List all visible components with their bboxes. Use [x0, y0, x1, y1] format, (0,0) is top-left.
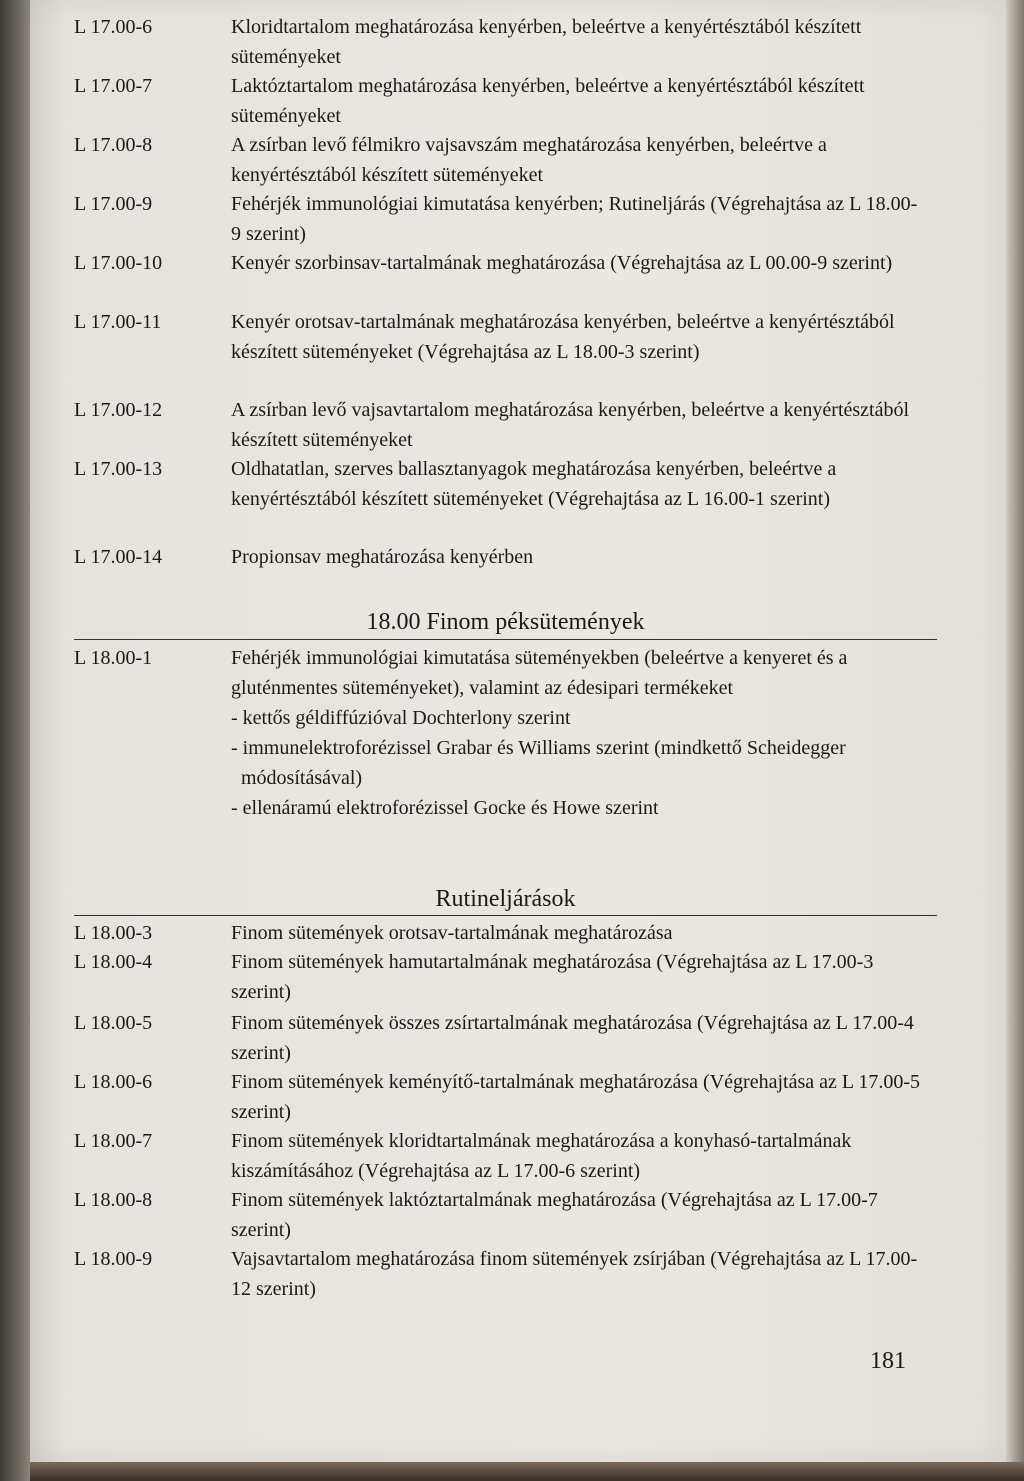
- entry-description: Laktóztartalom meghatározása kenyérben, beleértve a kenyértésztából készített süteményeket: [231, 75, 865, 127]
- entry-code: L 17.00-14: [74, 546, 163, 568]
- entry-description: Propionsav meghatározása kenyérben: [231, 546, 534, 568]
- entry-code: L 17.00-9: [74, 193, 153, 215]
- method-item: - ellenáramú elektroforézissel Gocke és Howe szerint: [231, 797, 659, 819]
- page-edge-bottom: [30, 1462, 1024, 1481]
- entry-description: Kenyér orotsav-tartalmának meghatározása kenyérben, beleértve a kenyértésztából készített süteményeket (Végrehajtása az L 18.00-3 szerint): [231, 311, 895, 363]
- entry-description: A zsírban levő vajsavtartalom meghatározása kenyérben, beleértve a kenyértésztából készített süteményeket: [231, 399, 910, 451]
- entry-code: L 17.00-10: [74, 252, 163, 274]
- method-item: - kettős géldiffúzióval Dochterlony szerint: [231, 707, 571, 729]
- section-heading: Rutineljárások: [435, 886, 576, 912]
- entry-code: L 17.00-7: [74, 75, 153, 97]
- entry-description: Oldhatatlan, szerves ballasztanyagok meghatározása kenyérben, beleértve a kenyértésztából készített süteményeket (Végrehajtása az L 16.00-1 szerint): [231, 458, 837, 510]
- section-heading: 18.00 Finom péksütemények: [366, 609, 645, 635]
- entry-description: Kenyér szorbinsav-tartalmának meghatározása (Végrehajtása az L 00.00-9 szerint): [231, 252, 893, 274]
- entry-description: Finom sütemények keményítő-tartalmának meghatározása (Végrehajtása az L 17.00-5 szerint): [231, 1071, 920, 1123]
- entry-description: Vajsavtartalom meghatározása finom sütemények zsírjában (Végrehajtása az L 17.00-12 szerint): [231, 1248, 918, 1300]
- page-edge: [1006, 0, 1024, 1481]
- entry-description: Kloridtartalom meghatározása kenyérben, beleértve a kenyértésztából készített süteményeket: [231, 16, 862, 68]
- page-number: 181: [870, 1348, 906, 1374]
- page: [30, 0, 1006, 1462]
- entry-code: L 18.00-6: [74, 1071, 153, 1093]
- entry-code: L 18.00-8: [74, 1189, 153, 1211]
- method-item: - immunelektroforézissel Grabar és Williams szerint (mindkettő Scheidegger módosításával): [231, 737, 846, 789]
- entry-code: L 18.00-1: [74, 647, 153, 669]
- entry-code: L 18.00-3: [74, 922, 153, 944]
- entry-code: L 17.00-8: [74, 134, 153, 156]
- entry-code: L 18.00-7: [74, 1130, 153, 1152]
- entry-code: L 17.00-12: [74, 399, 163, 421]
- entry-description-text: Fehérjék immunológiai kimutatása süteményekben (beleértve a kenyeret és a gluténmentes süteményeket), valamint az édesipari termékeket: [231, 647, 848, 699]
- entry-description: Finom sütemények orotsav-tartalmának meghatározása: [231, 922, 673, 944]
- section-rule: [74, 915, 937, 916]
- book-binding: [0, 0, 30, 1481]
- entry-description: Finom sütemények hamutartalmának meghatározása (Végrehajtása az L 17.00-3 szerint): [231, 951, 874, 1003]
- entry-description: Fehérjék immunológiai kimutatása kenyérben; Rutineljárás (Végrehajtása az L 18.00-9 szerint): [231, 193, 918, 245]
- entry-description: A zsírban levő félmikro vajsavszám meghatározása kenyérben, beleértve a kenyértésztából készített süteményeket: [231, 134, 827, 186]
- entry-code: L 18.00-4: [74, 951, 153, 973]
- section-rule: [74, 639, 937, 640]
- entry-code: L 18.00-5: [74, 1012, 153, 1034]
- entry-code: L 17.00-11: [74, 311, 162, 333]
- entry-code: L 17.00-13: [74, 458, 163, 480]
- entry-description: Finom sütemények összes zsírtartalmának meghatározása (Végrehajtása az L 17.00-4 szerint): [231, 1012, 914, 1064]
- entry-description: Finom sütemények kloridtartalmának meghatározása a konyhasó-tartalmának kiszámításához (Végrehajtása az L 17.00-6 szerint): [231, 1130, 852, 1182]
- entry-code: L 17.00-6: [74, 16, 153, 38]
- entry-code: L 18.00-9: [74, 1248, 153, 1270]
- entry-description: Finom sütemények laktóztartalmának meghatározása (Végrehajtása az L 17.00-7 szerint): [231, 1189, 878, 1241]
- entry-description: [231, 643, 921, 823]
